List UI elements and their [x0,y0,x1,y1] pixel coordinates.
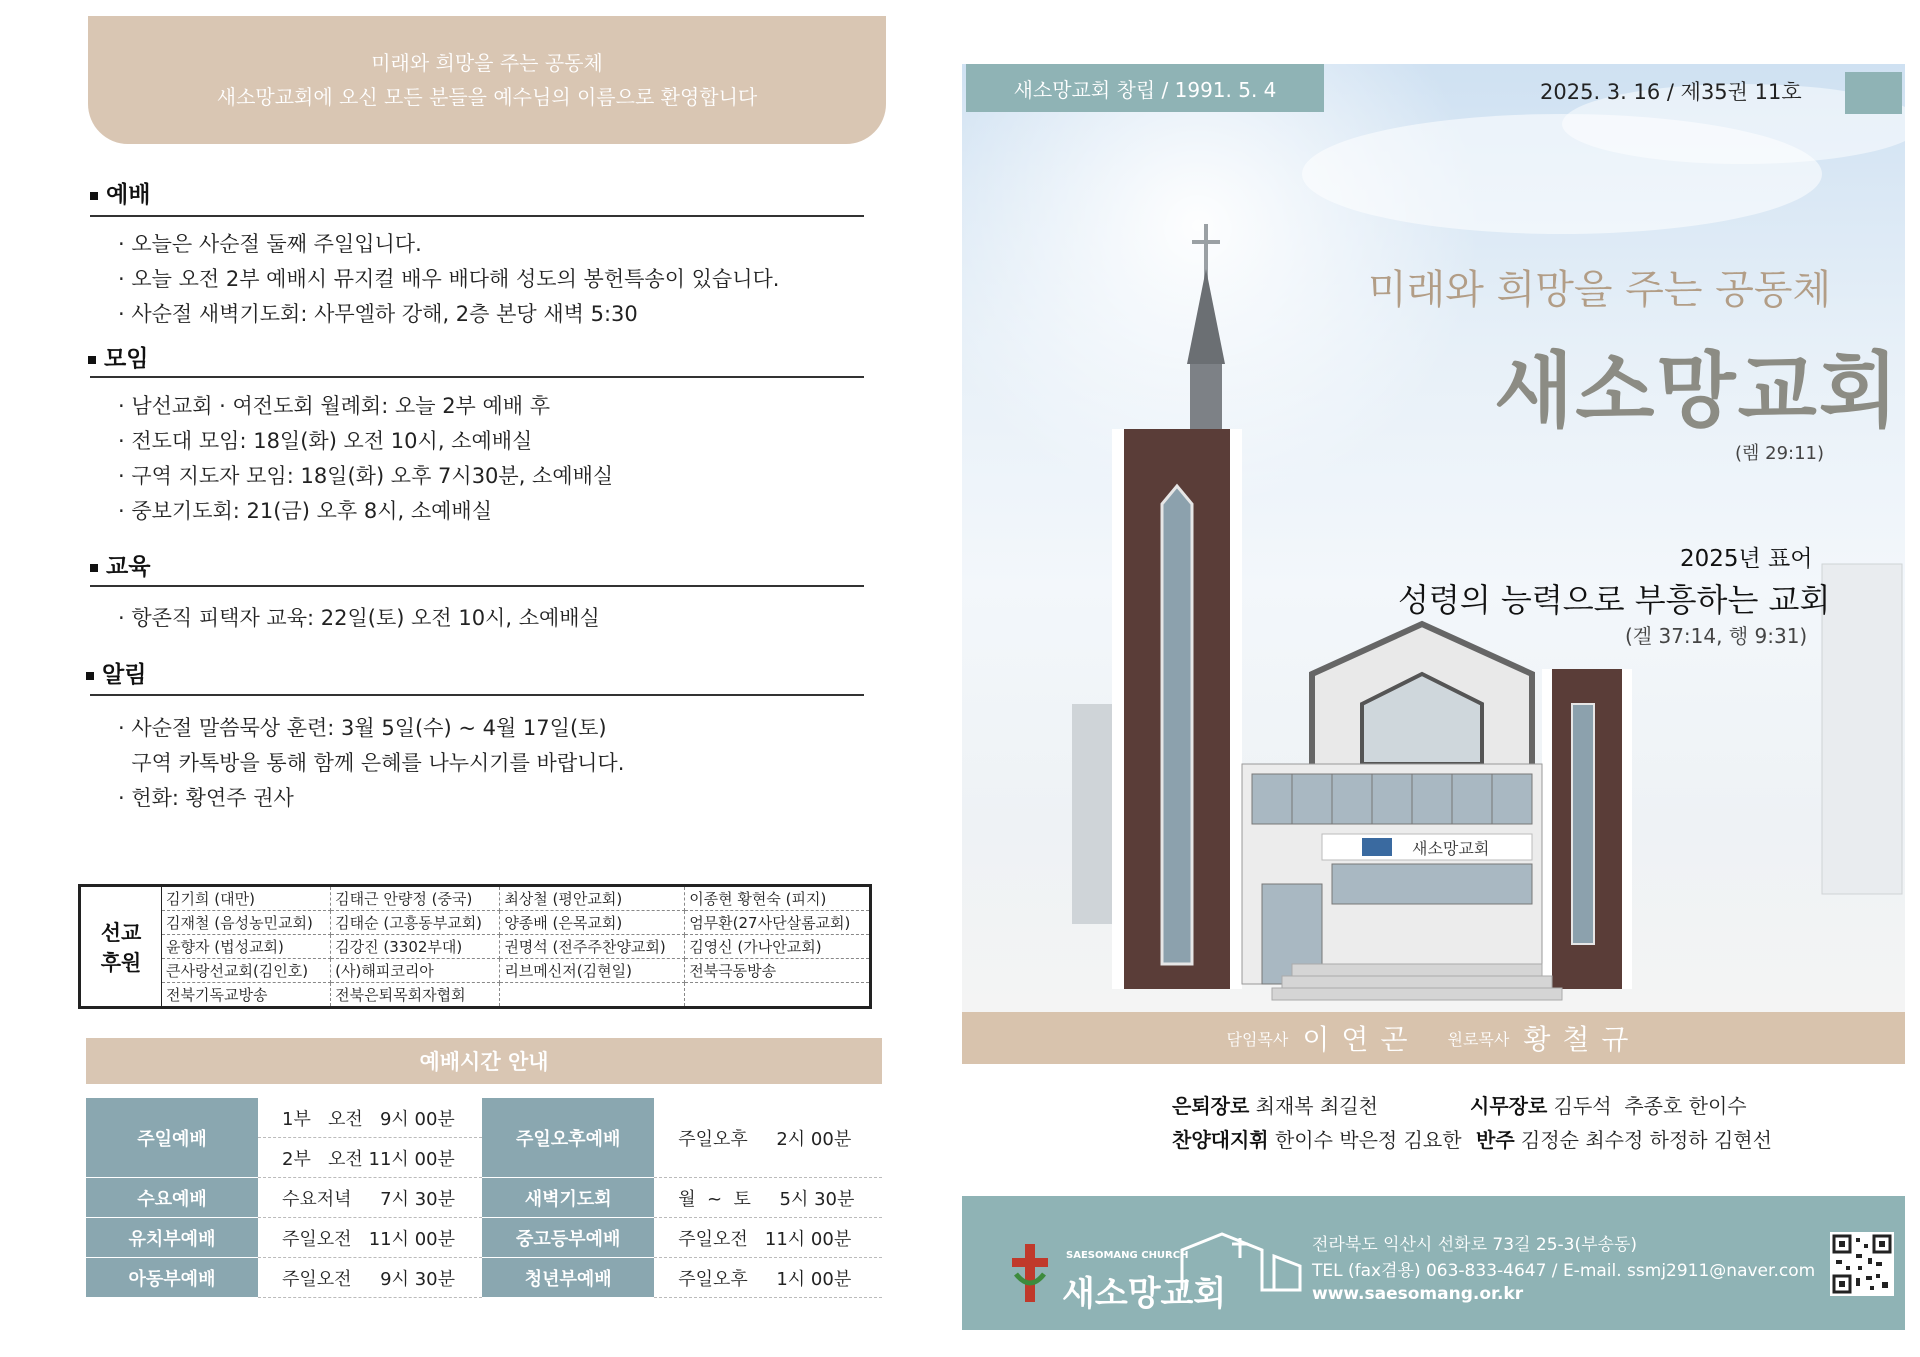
notice-item: · 사순절 말씀묵상 훈련: 3월 5일(수) ~ 4월 17일(토) [118,716,607,740]
motto-reference: (겔 37:14, 행 9:31) [1625,624,1808,648]
choir-conductors: 찬양대지휘 한이수 박은정 김요한 [1172,1128,1462,1152]
motto-year: 2025년 표어 [1680,546,1813,572]
worship-label: 수요예배 [86,1178,258,1218]
section-divider [90,694,864,696]
notice-item: · 오늘은 사순절 둘째 주일입니다. [118,232,422,256]
worship-label: 청년부예배 [482,1258,654,1298]
worship-times-table [86,1098,882,1298]
table-row [86,1258,882,1298]
cover-slogan: 미래와 희망을 주는 공동체 [1368,267,1832,313]
table-cell: 김재철 (음성농민교회) [162,911,331,935]
emeritus-pastor-role: 원로목사 [1447,1029,1510,1049]
table-cell: 권명석 (전주주찬양교회) [500,935,685,959]
table-cell: 양종배 (은목교회) [500,911,685,935]
table-cell: 김태근 안량정 (중국) [331,886,500,911]
table-cell: 큰사랑선교회(김인호) [162,959,331,983]
worship-times-banner: 예배시간 안내 [86,1038,882,1084]
cover-photo [962,64,1905,1012]
table-cell [685,983,871,1008]
table-cell: 김태순 (고흥동부교회) [331,911,500,935]
table-cell: 김영신 (가나안교회) [685,935,871,959]
table-cell: (사)해피코리아 [331,959,500,983]
table-row [80,983,871,1008]
section-title-notice: 알림 [86,656,146,689]
house-outline-icon [1162,1230,1302,1300]
square-bullet-icon [90,192,98,200]
table-cell: 전북극동방송 [685,959,871,983]
footer [962,1196,1905,1330]
worship-label: 주일예배 [86,1098,258,1178]
building-sign: 새소망교회 [1412,839,1490,858]
table-row [86,1098,882,1138]
square-bullet-icon [90,564,98,572]
worship-label: 주일오후예배 [482,1098,654,1178]
worship-label: 중고등부예배 [482,1218,654,1258]
worship-time: 수요저녁 7시 30분 [258,1178,482,1218]
welcome-line-2: 새소망교회에 오신 모든 분들을 예수님의 이름으로 환영합니다 [216,85,758,109]
pastor-bar [962,1012,1905,1064]
church-name-title: 새소망교회 [1494,343,1901,439]
table-row [80,935,871,959]
square-bullet-icon [88,356,96,364]
notice-item: · 헌화: 황연주 권사 [118,786,294,810]
worship-label: 새벽기도회 [482,1178,654,1218]
section-divider [90,585,864,587]
senior-pastor-name: 이연곤 [1302,1023,1420,1056]
table-cell [500,983,685,1008]
worship-time: 월 ~ 토 5시 30분 [654,1178,882,1218]
footer-website[interactable]: www.saesomang.or.kr [1312,1284,1524,1304]
mission-support-table [78,884,872,1009]
table-row [86,1178,882,1218]
mission-header: 선교 후원 [80,886,162,1008]
table-row [86,1218,882,1258]
retired-elders: 은퇴장로 최재복 최길천 [1172,1094,1378,1118]
table-row [80,886,871,911]
table-cell: 윤향자 (법성교회) [162,935,331,959]
worship-time: 주일오후 1시 00분 [654,1258,882,1298]
worship-time: 주일오전 11시 00분 [258,1218,482,1258]
table-cell: 전북은퇴목회자협회 [331,983,500,1008]
church-building-illustration [962,64,1905,1012]
footer-contact: TEL (fax겸용) 063-833-4647 / E-mail. ssmj2911@naver.com [1312,1261,1816,1281]
notice-item: 구역 카톡방을 통해 함께 은혜를 나누시기를 바랍니다. [118,751,625,775]
accompanists: 반주 김정순 최수정 하정하 김현선 [1476,1128,1772,1152]
table-cell: 리브메신저(김현일) [500,959,685,983]
table-cell: 김강진 (3302부대) [331,935,500,959]
notice-item: · 항존직 피택자 교육: 22일(토) 오전 10시, 소예배실 [118,606,600,630]
table-cell: 김기희 (대만) [162,886,331,911]
logo-small-text: SAESOMANG CHURCH [1066,1250,1189,1261]
table-row [80,959,871,983]
decorative-square [1845,72,1902,114]
table-cell: 이종현 황현숙 (피지) [685,886,871,911]
notice-item: · 사순절 새벽기도회: 사무엘하 강해, 2층 본당 새벽 5:30 [118,302,638,326]
table-cell: 최상철 (평안교회) [500,886,685,911]
senior-pastor-role: 담임목사 [1226,1029,1289,1049]
worship-time: 주일오전 11시 00분 [654,1218,882,1258]
worship-label: 아동부예배 [86,1258,258,1298]
welcome-banner [88,16,886,144]
worship-time: 주일오전 9시 30분 [258,1258,482,1298]
notice-item: · 중보기도회: 21(금) 오후 8시, 소예배실 [118,499,492,523]
section-title-meeting: 모임 [88,340,148,373]
active-elders: 시무장로 김두석 추종호 한이수 [1470,1094,1747,1118]
worship-time: 주일오후 2시 00분 [654,1098,882,1178]
worship-label: 유치부예배 [86,1218,258,1258]
section-title-worship: 예배 [90,176,150,209]
section-divider [90,376,864,378]
emeritus-pastor-name: 황철규 [1523,1023,1641,1056]
notice-item: · 오늘 오전 2부 예배시 뮤지컬 배우 배다해 성도의 봉헌특송이 있습니다. [118,267,780,291]
table-row [80,911,871,935]
square-bullet-icon [86,672,94,680]
section-divider [90,215,864,217]
worship-time: 1부 오전 9시 00분 [258,1098,482,1138]
worship-time: 2부 오전 11시 00분 [258,1138,482,1178]
table-cell: 엄무환(27사단살롬교회) [685,911,871,935]
welcome-line-1: 미래와 희망을 주는 공동체 [371,51,603,75]
verse-reference: (렘 29:11) [1735,443,1825,464]
motto: 성령의 능력으로 부흥하는 교회 [1398,581,1831,619]
issue-date: 2025. 3. 16 / 제35권 11호 [1540,80,1802,104]
section-title-education: 교육 [90,548,150,581]
footer-address: 전라북도 익산시 선화로 73길 25-3(부송동) [1312,1235,1638,1255]
cross-logo-icon [1008,1242,1052,1304]
notice-item: · 구역 지도자 모임: 18일(화) 오후 7시30분, 소예배실 [118,464,614,488]
notice-item: · 남선교회 · 여전도회 월례회: 오늘 2부 예배 후 [118,394,551,418]
qr-code-icon [1830,1232,1894,1296]
notice-item: · 전도대 모임: 18일(화) 오전 10시, 소예배실 [118,429,533,453]
founded-badge: 새소망교회 창립 / 1991. 5. 4 [966,64,1324,112]
logo-text: 새소망교회 [1062,1274,1227,1314]
table-cell: 전북기독교방송 [162,983,331,1008]
